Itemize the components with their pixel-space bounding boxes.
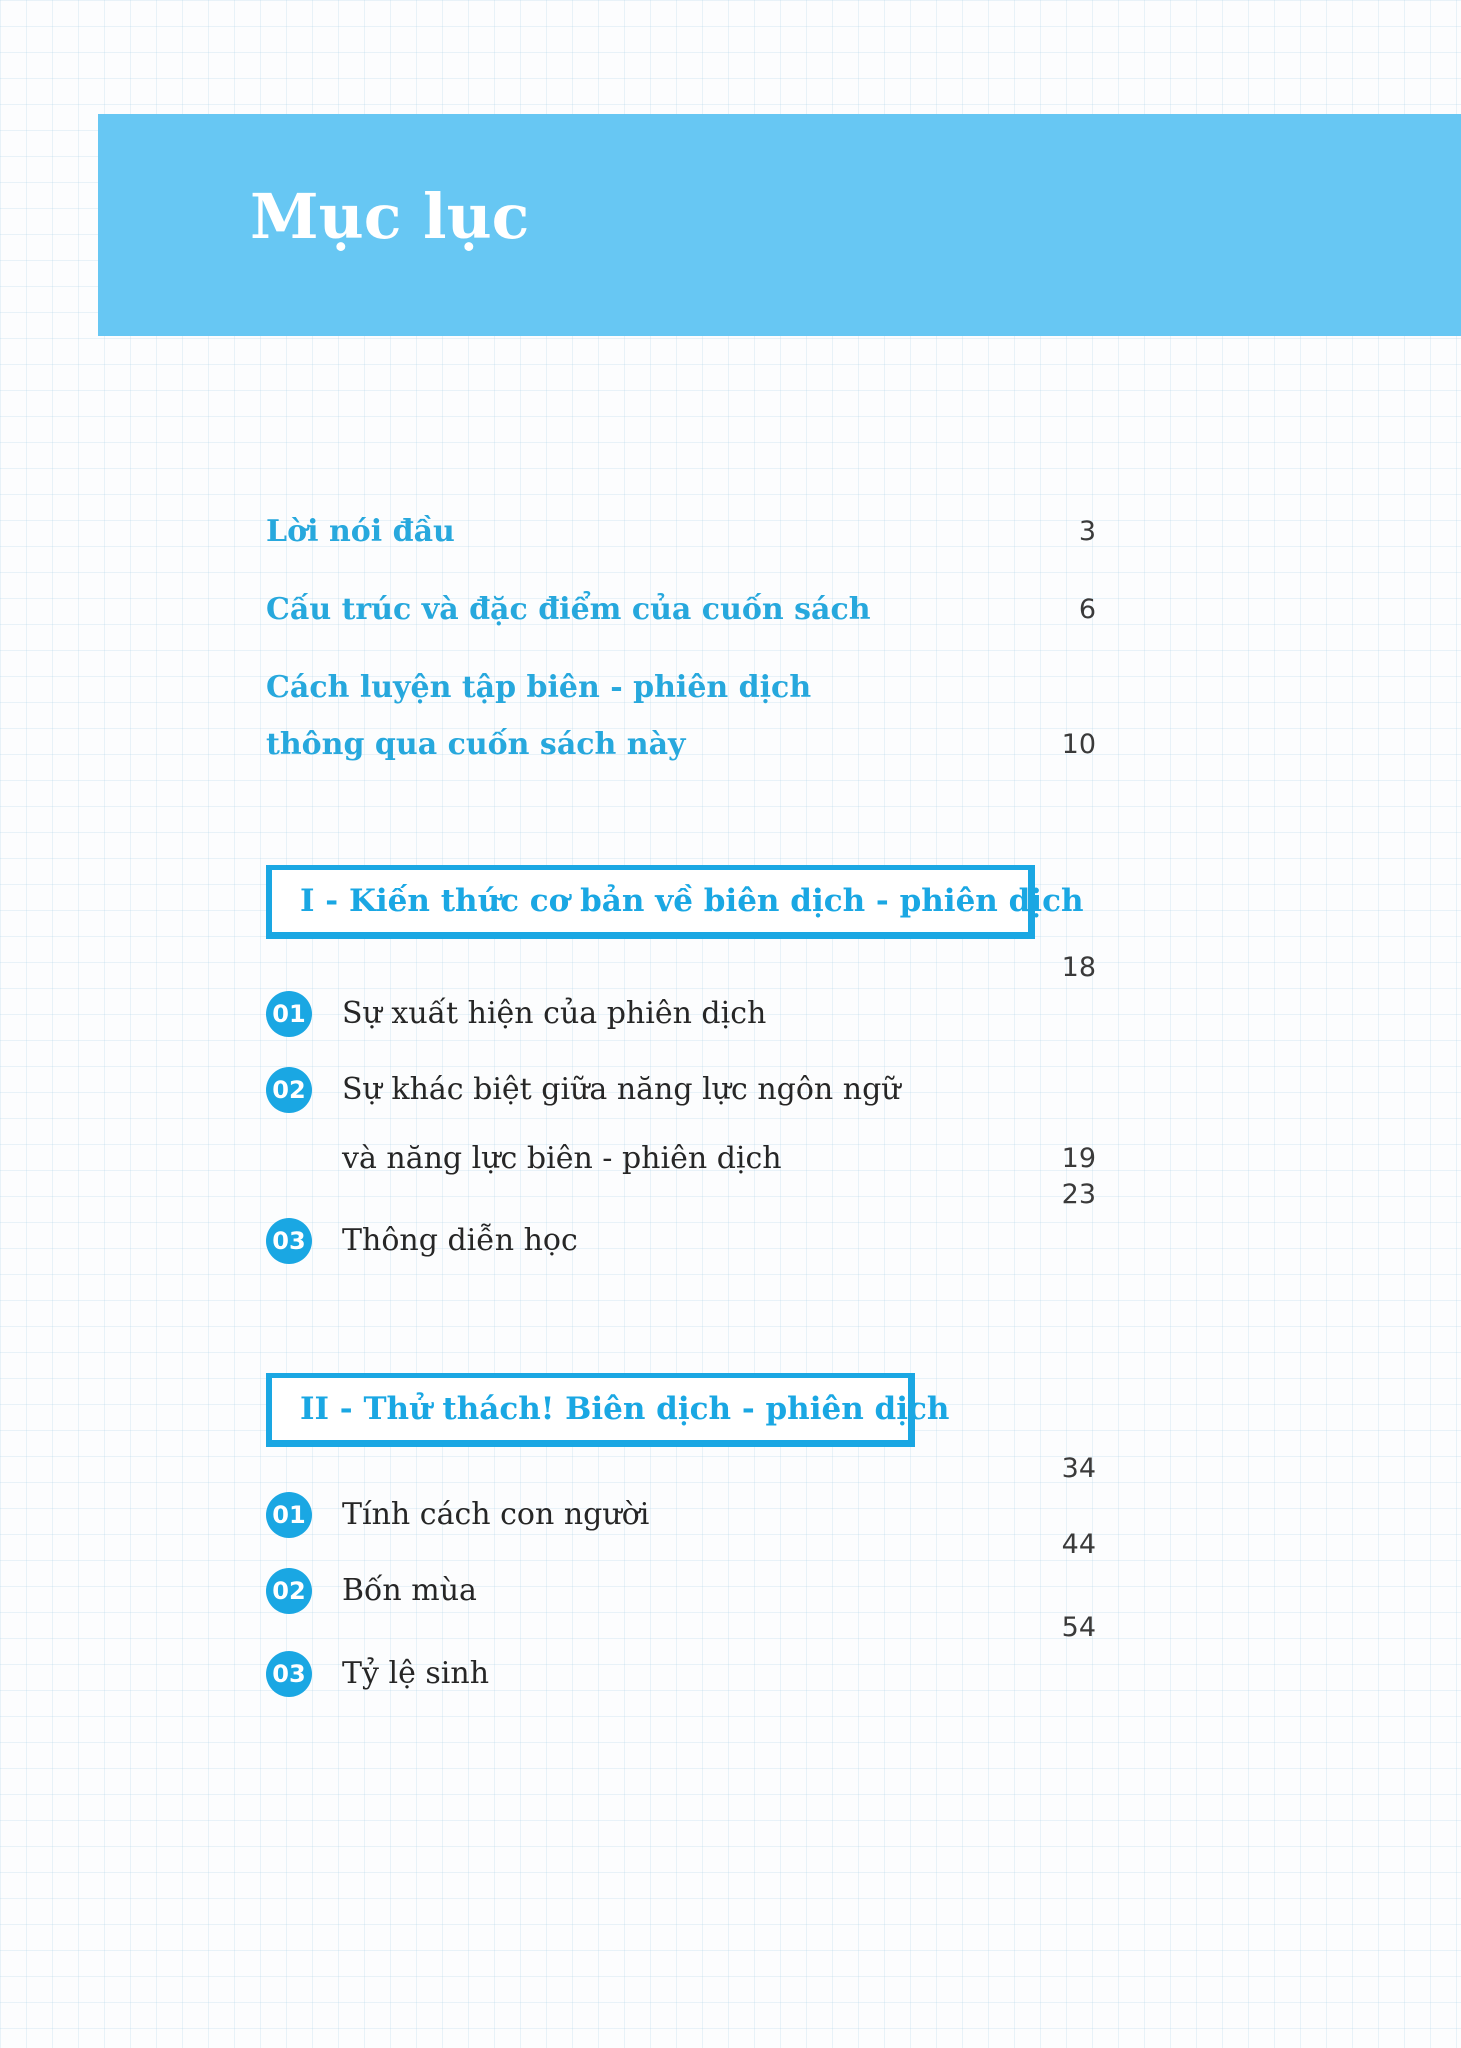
chapter-number-badge: 02	[266, 1568, 312, 1614]
toc-entry-title: Lời nói đầu	[266, 514, 455, 549]
chapter-title-line: Sự xuất hiện của phiên dịch	[342, 996, 767, 1031]
chapter-number-badge: 03	[266, 1651, 312, 1697]
chapter-title-line: Tỷ lệ sinh	[342, 1656, 490, 1691]
toc-page-number: 19	[1061, 1143, 1096, 1174]
section-heading-2[interactable]: II - Thử thách! Biên dịch - phiên dịch	[266, 1373, 915, 1447]
chapter-title	[342, 1067, 901, 1182]
chapter-title-line: Tính cách con người	[342, 1497, 650, 1532]
chapter-title	[342, 1218, 578, 1264]
chapter-title	[342, 1651, 489, 1697]
toc-entry-preface[interactable]	[266, 513, 1096, 551]
chapter-number-badge: 01	[266, 991, 312, 1037]
chapter-title-line: Sự khác biệt giữa năng lực ngôn ngữ	[342, 1072, 901, 1107]
chapter-title	[342, 1492, 649, 1538]
chapter-number-badge: 03	[266, 1218, 312, 1264]
chapter-number-badge: 02	[266, 1067, 312, 1113]
chapter-title-line: Bốn mùa	[342, 1573, 477, 1608]
toc-page-number: 3	[1078, 516, 1096, 547]
toc-page-number: 44	[1061, 1529, 1096, 1560]
toc-entry-title-line-1: Cách luyện tập biên - phiên dịch	[266, 670, 812, 705]
chapter-title-line: Thông diễn học	[342, 1223, 578, 1258]
toc-page-number: 6	[1078, 594, 1096, 625]
chapter-title-line: và năng lực biên - phiên dịch	[342, 1141, 782, 1176]
toc-entry-title: Cấu trúc và đặc điểm của cuốn sách	[266, 592, 871, 627]
chapter-number-badge: 01	[266, 1492, 312, 1538]
title-banner	[98, 114, 1461, 336]
toc-page-number: 23	[1061, 1179, 1096, 1210]
toc-page-number: 54	[1061, 1612, 1096, 1643]
page-title: Mục lục	[250, 180, 530, 253]
toc-page-number: 34	[1061, 1453, 1096, 1484]
toc-entry-practice-method[interactable]	[266, 669, 1096, 764]
toc-page-number: 18	[1061, 952, 1096, 983]
toc-entry-title-line-2: thông qua cuốn sách này	[266, 727, 686, 762]
section-heading-1[interactable]: I - Kiến thức cơ bản về biên dịch - phiên dịch	[266, 865, 1035, 939]
toc-entry-structure[interactable]	[266, 591, 1096, 629]
chapter-title	[342, 991, 766, 1037]
toc-page-number: 10	[1061, 729, 1096, 760]
chapter-title	[342, 1568, 477, 1614]
